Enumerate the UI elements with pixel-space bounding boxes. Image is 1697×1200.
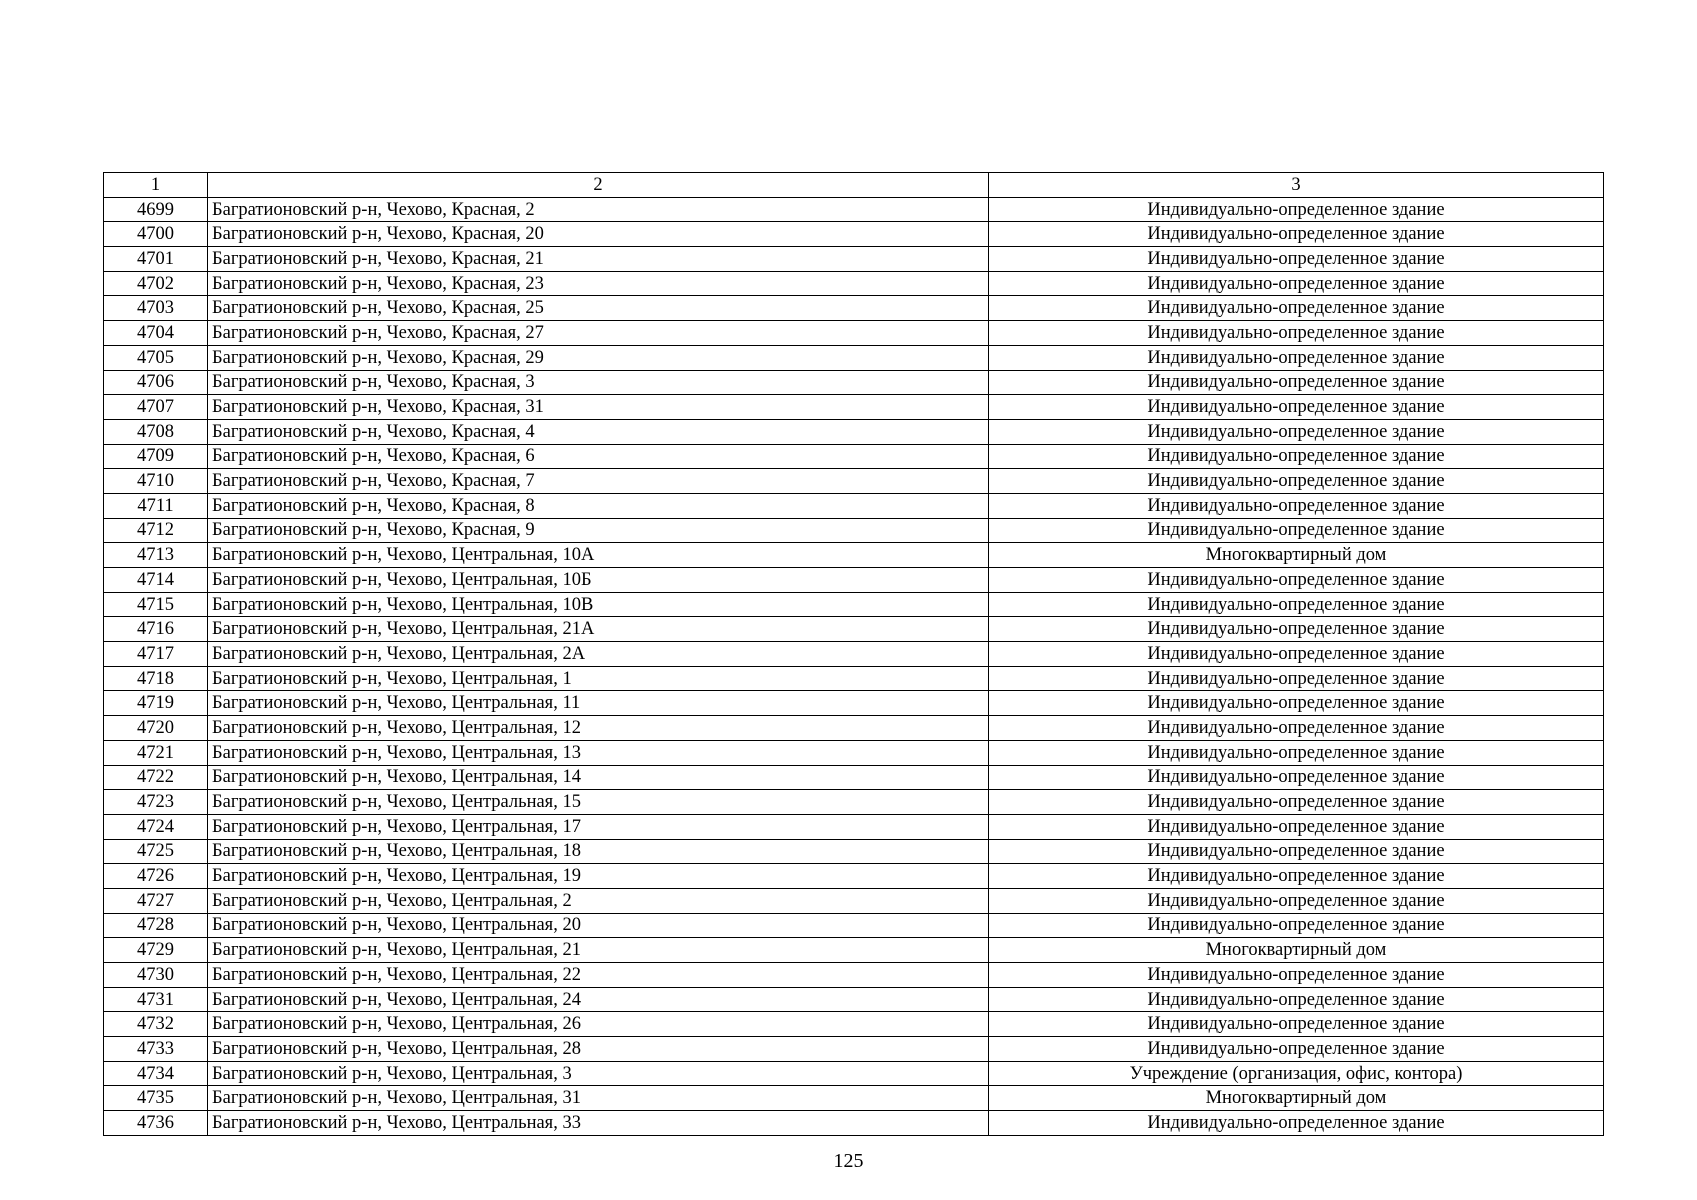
table-row xyxy=(104,543,1604,568)
address-cell: Багратионовский р-н, Чехово, Центральная, 19 xyxy=(208,864,989,889)
table-body xyxy=(104,197,1604,1135)
building-type-cell: Индивидуально-определенное здание xyxy=(989,913,1604,938)
address-cell: Багратионовский р-н, Чехово, Красная, 9 xyxy=(208,518,989,543)
table-row xyxy=(104,888,1604,913)
address-cell: Багратионовский р-н, Чехово, Красная, 31 xyxy=(208,395,989,420)
building-type-cell: Индивидуально-определенное здание xyxy=(989,642,1604,667)
building-type-cell: Многоквартирный дом xyxy=(989,543,1604,568)
table-row xyxy=(104,395,1604,420)
address-cell: Багратионовский р-н, Чехово, Центральная, 2А xyxy=(208,642,989,667)
building-type-cell: Индивидуально-определенное здание xyxy=(989,469,1604,494)
table-row xyxy=(104,716,1604,741)
building-type-cell: Индивидуально-определенное здание xyxy=(989,963,1604,988)
row-number: 4734 xyxy=(104,1061,208,1086)
address-cell: Багратионовский р-н, Чехово, Красная, 29 xyxy=(208,345,989,370)
address-cell: Багратионовский р-н, Чехово, Красная, 23 xyxy=(208,271,989,296)
row-number: 4700 xyxy=(104,222,208,247)
row-number: 4708 xyxy=(104,419,208,444)
row-number: 4724 xyxy=(104,814,208,839)
address-cell: Багратионовский р-н, Чехово, Центральная, 31 xyxy=(208,1086,989,1111)
address-cell: Багратионовский р-н, Чехово, Центральная, 28 xyxy=(208,1037,989,1062)
address-cell: Багратионовский р-н, Чехово, Центральная, 15 xyxy=(208,790,989,815)
building-type-cell: Индивидуально-определенное здание xyxy=(989,790,1604,815)
row-number: 4711 xyxy=(104,493,208,518)
building-type-cell: Индивидуально-определенное здание xyxy=(989,493,1604,518)
row-number: 4713 xyxy=(104,543,208,568)
row-number: 4706 xyxy=(104,370,208,395)
table-row xyxy=(104,197,1604,222)
address-cell: Багратионовский р-н, Чехово, Красная, 25 xyxy=(208,296,989,321)
building-type-cell: Индивидуально-определенное здание xyxy=(989,1037,1604,1062)
address-cell: Багратионовский р-н, Чехово, Красная, 4 xyxy=(208,419,989,444)
address-cell: Багратионовский р-н, Чехово, Центральная, 10Б xyxy=(208,568,989,593)
address-cell: Багратионовский р-н, Чехово, Центральная, 12 xyxy=(208,716,989,741)
address-cell: Багратионовский р-н, Чехово, Центральная, 17 xyxy=(208,814,989,839)
address-cell: Багратионовский р-н, Чехово, Центральная, 33 xyxy=(208,1111,989,1136)
address-cell: Багратионовский р-н, Чехово, Красная, 20 xyxy=(208,222,989,247)
building-type-cell: Индивидуально-определенное здание xyxy=(989,568,1604,593)
row-number: 4701 xyxy=(104,247,208,272)
row-number: 4705 xyxy=(104,345,208,370)
row-number: 4718 xyxy=(104,666,208,691)
row-number: 4725 xyxy=(104,839,208,864)
address-cell: Багратионовский р-н, Чехово, Центральная, 21А xyxy=(208,617,989,642)
row-number: 4715 xyxy=(104,592,208,617)
table-row xyxy=(104,913,1604,938)
address-cell: Багратионовский р-н, Чехово, Центральная, 10А xyxy=(208,543,989,568)
address-cell: Багратионовский р-н, Чехово, Красная, 2 xyxy=(208,197,989,222)
table-row xyxy=(104,1086,1604,1111)
building-type-cell: Индивидуально-определенное здание xyxy=(989,839,1604,864)
table-row xyxy=(104,642,1604,667)
table-row xyxy=(104,1111,1604,1136)
table-row xyxy=(104,222,1604,247)
table-row xyxy=(104,419,1604,444)
row-number: 4719 xyxy=(104,691,208,716)
table-row xyxy=(104,518,1604,543)
column-header-1: 1 xyxy=(104,173,208,198)
table-row xyxy=(104,469,1604,494)
table-row xyxy=(104,321,1604,346)
row-number: 4733 xyxy=(104,1037,208,1062)
address-cell: Багратионовский р-н, Чехово, Красная, 21 xyxy=(208,247,989,272)
row-number: 4722 xyxy=(104,765,208,790)
row-number: 4736 xyxy=(104,1111,208,1136)
row-number: 4730 xyxy=(104,963,208,988)
building-type-cell: Индивидуально-определенное здание xyxy=(989,864,1604,889)
page-number: 125 xyxy=(833,1150,864,1172)
table-row xyxy=(104,691,1604,716)
building-type-cell: Индивидуально-определенное здание xyxy=(989,321,1604,346)
address-cell: Багратионовский р-н, Чехово, Красная, 3 xyxy=(208,370,989,395)
table-row xyxy=(104,814,1604,839)
table-row xyxy=(104,617,1604,642)
building-type-cell: Индивидуально-определенное здание xyxy=(989,345,1604,370)
address-cell: Багратионовский р-н, Чехово, Центральная, 21 xyxy=(208,938,989,963)
building-type-cell: Индивидуально-определенное здание xyxy=(989,395,1604,420)
table-row xyxy=(104,370,1604,395)
address-cell: Багратионовский р-н, Чехово, Центральная, 26 xyxy=(208,1012,989,1037)
table-row xyxy=(104,271,1604,296)
address-cell: Багратионовский р-н, Чехово, Центральная, 24 xyxy=(208,987,989,1012)
address-cell: Багратионовский р-н, Чехово, Центральная, 20 xyxy=(208,913,989,938)
building-type-cell: Индивидуально-определенное здание xyxy=(989,247,1604,272)
table-row xyxy=(104,987,1604,1012)
building-type-cell: Индивидуально-определенное здание xyxy=(989,666,1604,691)
table-row xyxy=(104,296,1604,321)
row-number: 4717 xyxy=(104,642,208,667)
address-cell: Багратионовский р-н, Чехово, Красная, 6 xyxy=(208,444,989,469)
row-number: 4727 xyxy=(104,888,208,913)
address-cell: Багратионовский р-н, Чехово, Центральная, 22 xyxy=(208,963,989,988)
address-cell: Багратионовский р-н, Чехово, Центральная, 14 xyxy=(208,765,989,790)
address-cell: Багратионовский р-н, Чехово, Красная, 8 xyxy=(208,493,989,518)
row-number: 4716 xyxy=(104,617,208,642)
table-header-row xyxy=(104,173,1604,198)
row-number: 4699 xyxy=(104,197,208,222)
table-row xyxy=(104,864,1604,889)
table-row xyxy=(104,247,1604,272)
table-row xyxy=(104,592,1604,617)
building-type-cell: Индивидуально-определенное здание xyxy=(989,1012,1604,1037)
row-number: 4728 xyxy=(104,913,208,938)
table-row xyxy=(104,1012,1604,1037)
building-type-cell: Индивидуально-определенное здание xyxy=(989,370,1604,395)
row-number: 4720 xyxy=(104,716,208,741)
building-type-cell: Многоквартирный дом xyxy=(989,1086,1604,1111)
building-type-cell: Индивидуально-определенное здание xyxy=(989,1111,1604,1136)
row-number: 4731 xyxy=(104,987,208,1012)
row-number: 4702 xyxy=(104,271,208,296)
column-header-2: 2 xyxy=(208,173,989,198)
building-type-cell: Индивидуально-определенное здание xyxy=(989,419,1604,444)
building-type-cell: Многоквартирный дом xyxy=(989,938,1604,963)
row-number: 4709 xyxy=(104,444,208,469)
table-row xyxy=(104,345,1604,370)
address-cell: Багратионовский р-н, Чехово, Центральная, 1 xyxy=(208,666,989,691)
building-type-cell: Индивидуально-определенное здание xyxy=(989,271,1604,296)
building-type-cell: Индивидуально-определенное здание xyxy=(989,296,1604,321)
row-number: 4726 xyxy=(104,864,208,889)
building-type-cell: Индивидуально-определенное здание xyxy=(989,814,1604,839)
table-row xyxy=(104,1061,1604,1086)
table-row xyxy=(104,938,1604,963)
data-table xyxy=(103,172,1604,1136)
building-type-cell: Индивидуально-определенное здание xyxy=(989,716,1604,741)
address-cell: Багратионовский р-н, Чехово, Центральная, 2 xyxy=(208,888,989,913)
row-number: 4703 xyxy=(104,296,208,321)
table-row xyxy=(104,839,1604,864)
row-number: 4721 xyxy=(104,740,208,765)
row-number: 4704 xyxy=(104,321,208,346)
address-cell: Багратионовский р-н, Чехово, Центральная, 11 xyxy=(208,691,989,716)
building-type-cell: Учреждение (организация, офис, контора) xyxy=(989,1061,1604,1086)
address-cell: Багратионовский р-н, Чехово, Центральная, 3 xyxy=(208,1061,989,1086)
building-type-cell: Индивидуально-определенное здание xyxy=(989,222,1604,247)
row-number: 4732 xyxy=(104,1012,208,1037)
table-row xyxy=(104,1037,1604,1062)
building-type-cell: Индивидуально-определенное здание xyxy=(989,740,1604,765)
table-row xyxy=(104,444,1604,469)
table-row xyxy=(104,765,1604,790)
table-row xyxy=(104,568,1604,593)
address-cell: Багратионовский р-н, Чехово, Центральная, 18 xyxy=(208,839,989,864)
building-type-cell: Индивидуально-определенное здание xyxy=(989,765,1604,790)
table-row xyxy=(104,963,1604,988)
building-type-cell: Индивидуально-определенное здание xyxy=(989,691,1604,716)
building-type-cell: Индивидуально-определенное здание xyxy=(989,617,1604,642)
column-header-3: 3 xyxy=(989,173,1604,198)
row-number: 4707 xyxy=(104,395,208,420)
row-number: 4735 xyxy=(104,1086,208,1111)
building-type-cell: Индивидуально-определенное здание xyxy=(989,987,1604,1012)
row-number: 4712 xyxy=(104,518,208,543)
building-type-cell: Индивидуально-определенное здание xyxy=(989,197,1604,222)
table-row xyxy=(104,790,1604,815)
building-type-cell: Индивидуально-определенное здание xyxy=(989,444,1604,469)
address-cell: Багратионовский р-н, Чехово, Центральная, 10В xyxy=(208,592,989,617)
address-cell: Багратионовский р-н, Чехово, Центральная, 13 xyxy=(208,740,989,765)
row-number: 4723 xyxy=(104,790,208,815)
row-number: 4729 xyxy=(104,938,208,963)
row-number: 4714 xyxy=(104,568,208,593)
table-row xyxy=(104,666,1604,691)
building-type-cell: Индивидуально-определенное здание xyxy=(989,518,1604,543)
table-row xyxy=(104,493,1604,518)
table-row xyxy=(104,740,1604,765)
row-number: 4710 xyxy=(104,469,208,494)
building-type-cell: Индивидуально-определенное здание xyxy=(989,592,1604,617)
building-type-cell: Индивидуально-определенное здание xyxy=(989,888,1604,913)
address-cell: Багратионовский р-н, Чехово, Красная, 27 xyxy=(208,321,989,346)
address-cell: Багратионовский р-н, Чехово, Красная, 7 xyxy=(208,469,989,494)
